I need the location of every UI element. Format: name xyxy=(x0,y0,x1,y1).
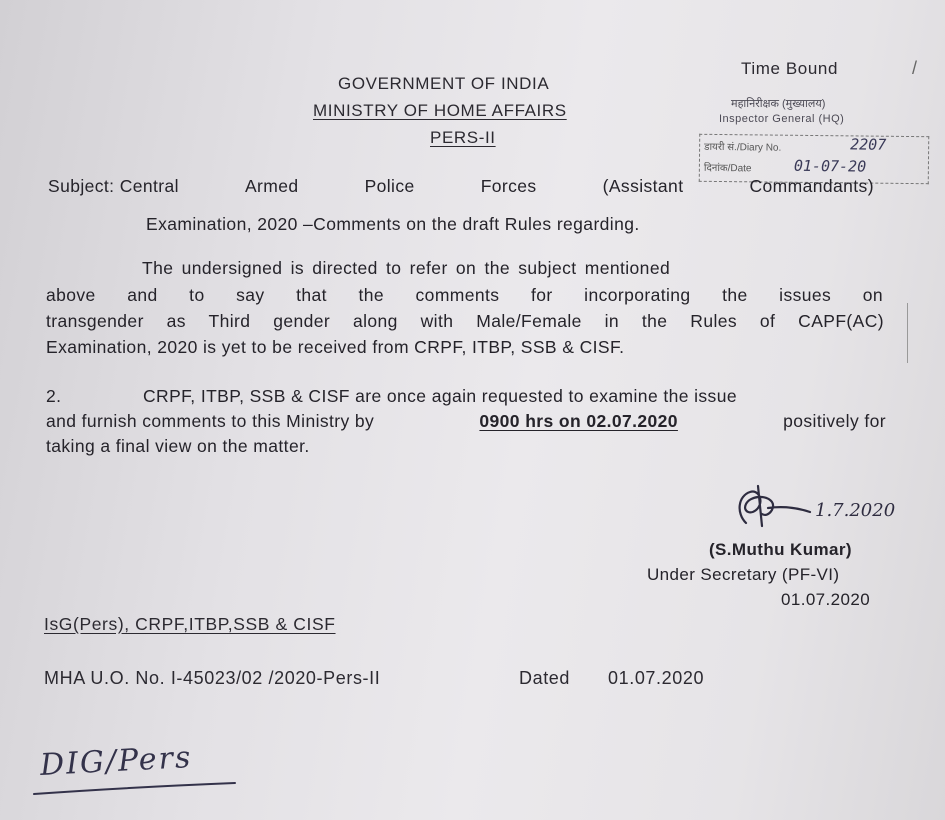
signatory-designation: Under Secretary (PF-VI) xyxy=(647,565,840,584)
header-department: PERS-II xyxy=(430,128,496,147)
reference-number: MHA U.O. No. I-45023/02 /2020-Pers-II xyxy=(44,668,381,688)
stamp-office-title: Inspector General (HQ) xyxy=(719,113,845,125)
subject-line-1 xyxy=(48,176,874,197)
signatory-name: (S.Muthu Kumar) xyxy=(709,540,852,559)
subject-word: (Assistant xyxy=(602,176,684,196)
para2-text: positively for xyxy=(783,411,886,431)
stamp-date-value: 01-07-20 xyxy=(793,156,867,176)
signature-date: 01.07.2020 xyxy=(781,590,871,609)
stamp-diary-number: 2207 xyxy=(850,135,887,154)
addressee: IsG(Pers), CRPF,ITBP,SSB & CISF xyxy=(44,614,336,634)
para2-number: 2. xyxy=(46,386,62,406)
para2-line-3: taking a final view on the matter. xyxy=(46,436,310,456)
header-ministry: MINISTRY OF HOME AFFAIRS xyxy=(313,101,567,120)
stamp-diary-label: डायरी सं./Diary No. xyxy=(704,141,782,154)
para1-line-3: transgender as Third gender along with Male/Female in the Rules of CAPF(AC) xyxy=(46,311,884,331)
subject-word: Subject: Central xyxy=(48,176,179,196)
para1-line-1: The undersigned is directed to refer on the subject mentioned xyxy=(142,258,671,278)
deadline-text: 0900 hrs on 02.07.2020 xyxy=(479,411,678,431)
subject-line-2: Examination, 2020 –Comments on the draft Rules regarding. xyxy=(146,214,640,234)
handwritten-note: DIG/Pers xyxy=(39,740,194,783)
stamp-date-label: दिनांक/Date xyxy=(703,162,752,175)
handwritten-date: 1.7.2020 xyxy=(815,500,896,521)
dated-label: Dated xyxy=(519,668,571,688)
para1-line-2: above and to say that the comments for incorporating the issues on xyxy=(46,285,883,305)
time-bound-label: Time Bound xyxy=(741,59,839,78)
margin-mark xyxy=(907,303,908,363)
subject-word: Police xyxy=(364,176,415,196)
stamp-hindi-office: महानिरीक्षक (मुख्यालय) xyxy=(731,98,826,110)
dated-value: 01.07.2020 xyxy=(608,668,705,688)
tick-mark: / xyxy=(912,58,918,78)
para2-line-1: CRPF, ITBP, SSB & CISF are once again requested to examine the issue xyxy=(143,386,737,406)
handwritten-underline xyxy=(30,780,240,800)
para1-line-4: Examination, 2020 is yet to be received from CRPF, ITBP, SSB & CISF. xyxy=(46,337,625,357)
para2-line-2 xyxy=(46,411,886,432)
header-government: GOVERNMENT OF INDIA xyxy=(338,74,550,93)
subject-word: Commandants) xyxy=(749,176,874,196)
subject-word: Forces xyxy=(480,176,537,196)
para2-text: and furnish comments to this Ministry by xyxy=(46,411,375,431)
subject-word: Armed xyxy=(244,176,299,196)
